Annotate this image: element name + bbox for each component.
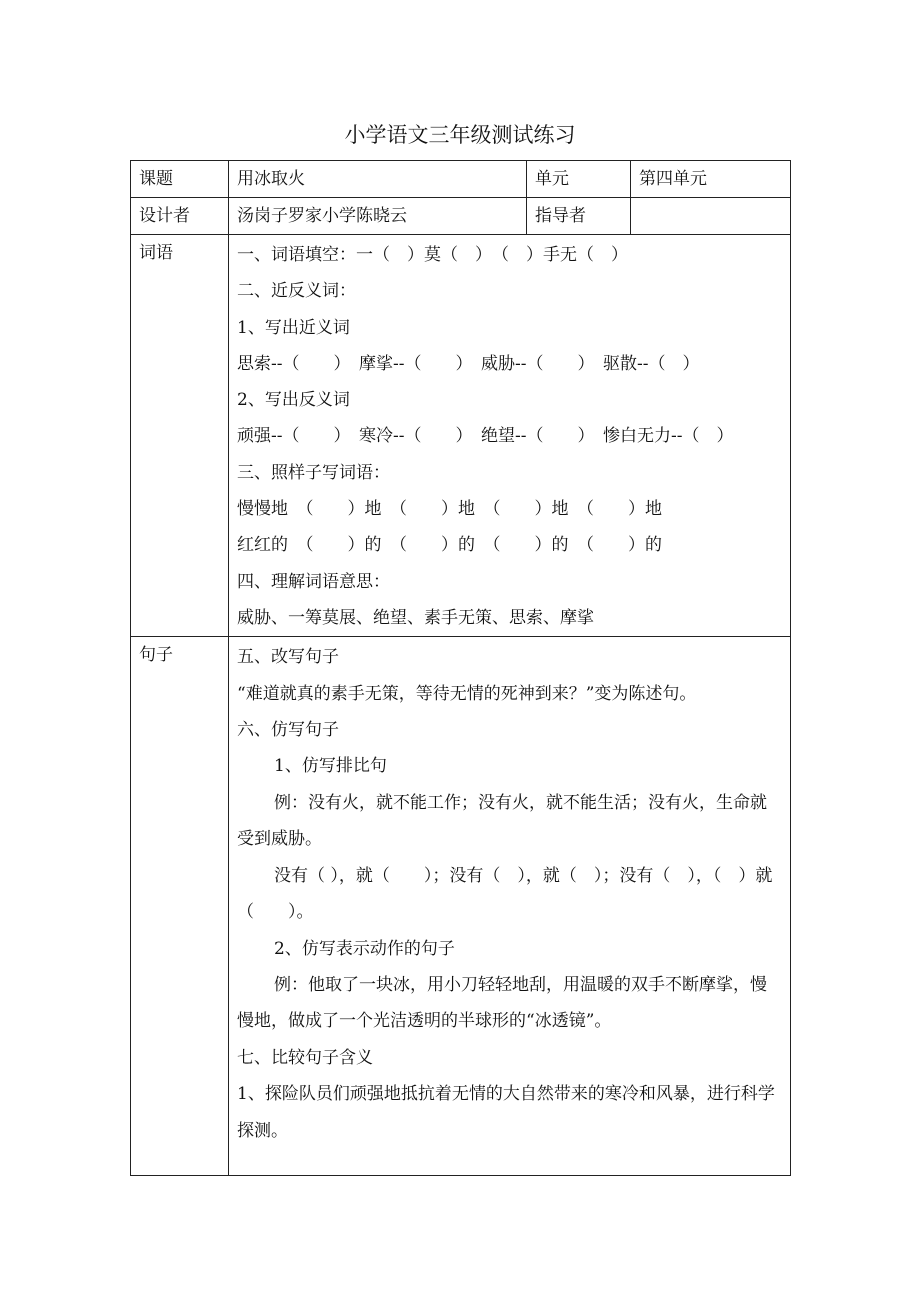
unit-label: 单元 [527,161,631,198]
sent-compare-heading: 七、比较句子含义 [237,1047,373,1068]
sent-parallel-example: 例：没有火，就不能工作；没有火，就不能生活；没有火，生命就受到威胁。 [237,792,767,850]
designer-value: 汤岗子罗家小学陈晓云 [229,198,527,235]
sent-compare-item-1: 1、探险队员们顽强地抵抗着无情的大自然带来的寒冷和风暴，进行科学探测。 [237,1084,775,1141]
designer-label: 设计者 [131,198,229,235]
words-line-synonym-heading: 二、近反义词： [237,281,356,302]
words-line-antonym-items: 顽强--（ ） 寒冷--（ ） 绝望--（ ） 惨白无力--（ ） [237,426,734,447]
topic-label: 课题 [131,161,229,198]
sent-action-task: 2、仿写表示动作的句子 [274,938,455,959]
sent-rewrite-heading: 五、改写句子 [237,647,339,668]
sent-parallel-blanks: 没有（ ），就（ ）；没有（ ），就（ ）；没有（ ），（ ）就（ ）。 [237,865,773,923]
words-line-pattern-heading: 三、照样子写词语： [237,462,390,483]
sent-rewrite-question: “难道就真的素手无策，等待无情的死神到来？”变为陈述句。 [237,683,697,704]
sentences-content [229,637,791,1176]
words-line-pattern-di: 慢慢地 （ ）地 （ ）地 （ ）地 （ ）地 [237,499,662,520]
words-row [131,235,791,637]
words-line-meaning-heading: 四、理解词语意思： [237,571,390,592]
words-line-fill-blank: 一、词语填空：一（ ）莫（ ） （ ）手无（ ） [237,245,628,265]
sent-action-example: 例：他取了一块冰，用小刀轻轻地刮，用温暖的双手不断摩挲，慢慢地，做成了一个光洁透明的半球形的“冰透镜”。 [237,974,767,1032]
words-line-antonym-task: 2、写出反义词 [237,390,350,411]
words-line-synonym-items: 思索--（ ） 摩挲--（ ） 威胁--（ ） 驱散--（ ） [237,353,700,374]
words-label: 词语 [131,235,229,637]
words-line-pattern-de: 红红的 （ ）的 （ ）的 （ ）的 （ ）的 [237,535,662,556]
topic-row [131,161,791,198]
words-line-synonym-task: 1、写出近义词 [237,317,350,338]
words-content [229,235,791,637]
words-line-meaning-items: 威胁、一筹莫展、绝望、素手无策、思索、摩挲 [237,607,594,628]
unit-value: 第四单元 [631,161,791,198]
sentences-row [131,637,791,1176]
sentences-label: 句子 [131,637,229,1176]
page-title: 小学语文三年级测试练习 [344,123,576,147]
sent-imitate-heading: 六、仿写句子 [237,720,339,741]
topic-value: 用冰取火 [229,161,527,198]
advisor-value [631,198,791,235]
designer-row [131,198,791,235]
sent-parallel-task: 1、仿写排比句 [274,756,387,777]
advisor-label: 指导者 [527,198,631,235]
worksheet-table [130,160,791,1176]
